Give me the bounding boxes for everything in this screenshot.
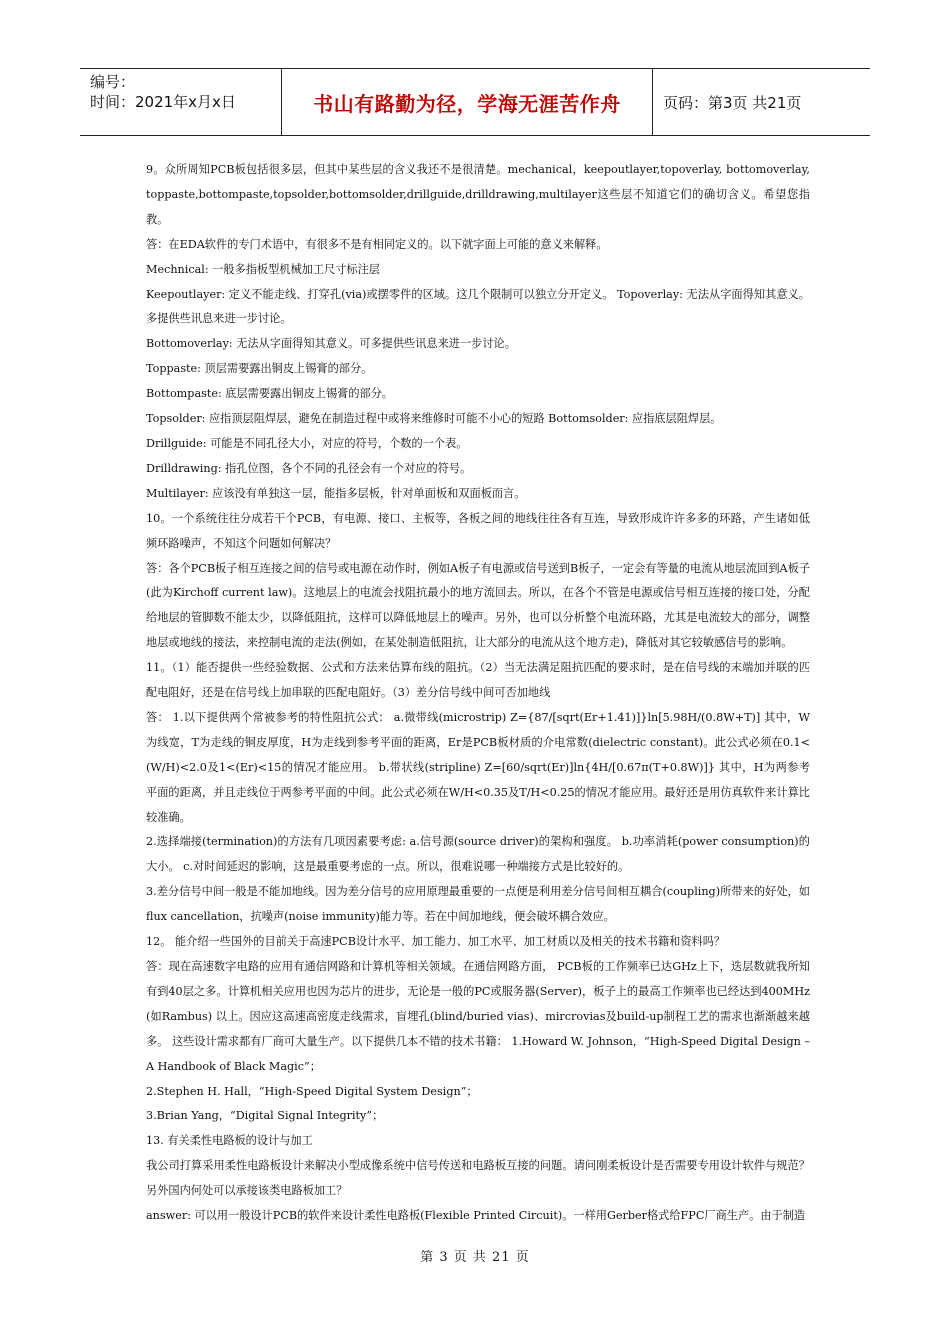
paragraph: answer: 可以用一般设计PCB的软件来设计柔性电路板(Flexible Printed Circuit)。一样用Gerber格式给FPC厂商生产。由于制造 — [146, 1209, 806, 1223]
paragraph: 答： 1.以下提供两个常被参考的特性阻抗公式： a.微带线(microstrip) Z={87/[sqrt(Er+1.41)]}ln[5.98H/(0.8W+T)] 其中，W为线宽，T为走线的铜皮厚度，H为走线到参考平面的距离，Er是PCB板材质的介电常数(dielectric constant)。此公式必须在0.1<(W/H)<2.0及1<(Er)<15的情况才能应用。 b.带状线(stripline) Z=[60/sqrt(Er)]ln{4H/[0.67π(T+0.8W)]} 其中，H为两参考平面的距离，并且走线位于两参考平面的中间。此公式必须在W/H<0.35及T/H<0.25的情况才能应用。最好还是用仿真软件来计算比较准确。 — [146, 710, 810, 824]
paragraph: 答：在EDA软件的专门术语中，有很多不是有相同定义的。以下就字面上可能的意义来解释。 — [146, 237, 608, 251]
header-page-cell — [653, 69, 870, 135]
paragraph: Topsolder: 应指顶层阻焊层，避免在制造过程中或将来维修时可能不小心的短路 Bottomsolder: 应指底层阻焊层。 — [146, 412, 722, 426]
paragraph: Bottompaste: 底层需要露出铜皮上锡膏的部分。 — [146, 387, 394, 401]
header-meta — [80, 69, 282, 135]
paragraph: 3.Brian Yang，“Digital Signal Integrity”； — [146, 1109, 384, 1123]
paragraph: 11。（1）能否提供一些经验数据、公式和方法来估算布线的阻抗。（2）当无法满足阻抗匹配的要求时，是在信号线的末端加并联的匹配电阻好，还是在信号线上加串联的匹配电阻好。（3）差分信号线中间可否加地线 — [146, 661, 810, 700]
document-body — [146, 158, 810, 1229]
header-motto-cell — [282, 69, 653, 135]
motto: 书山有路勤为径，学海无涯苦作舟 — [313, 91, 621, 116]
paragraph: 我公司打算采用柔性电路板设计来解决小型成像系统中信号传送和电路板互接的问题。请问刚柔板设计是否需要专用设计软件与规范？另外国内何处可以承接该类电路板加工？ — [146, 1159, 810, 1198]
paragraph: 12。 能介绍一些国外的目前关于高速PCB设计水平、加工能力、加工水平、加工材质以及相关的技术书籍和资料吗？ — [146, 935, 726, 949]
paragraph: Toppaste: 顶层需要露出铜皮上锡膏的部分。 — [146, 362, 373, 376]
paragraph: Mechnical: 一般多指板型机械加工尺寸标注层 — [146, 262, 380, 276]
paragraph: Multilayer: 应该没有单独这一层，能指多层板，针对单面板和双面板而言。 — [146, 486, 526, 500]
page-footer: 第 3 页 共 21 页 — [420, 1250, 530, 1265]
paragraph: 9。众所周知PCB板包括很多层，但其中某些层的含义我还不是很清楚。mechanical，keepoutlayer,topoverlay, bottomoverlay, toppaste,bottompaste,topsolder,bottomsolder,drillguide,drilldrawing,multilayer这些层不知道它们的确切含义。希望您指教。 — [146, 163, 810, 226]
serial-label: 编号： — [90, 73, 136, 91]
paragraph: 2.选择端接(termination)的方法有几项因素要考虑: a.信号源(source driver)的架构和强度。 b.功率消耗(power consumption)的大小。 c.对时间延迟的影响，这是最重要考虑的一点。所以，很难说哪一种端接方式是比较好的。 — [146, 835, 810, 874]
paragraph: 答：各个PCB板子相互连接之间的信号或电源在动作时，例如A板子有电源或信号送到B板子，一定会有等量的电流从地层流回到A板子 (此为Kirchoff current law)。这地层上的电流会找阻抗最小的地方流回去。所以，在各个不管是电源或信号相互连接的接口处，分配给地层的管脚数不能太少，以降低阻抗，这样可以降低地层上的噪声。另外，也可以分析整个电流环路，尤其是电流较大的部分，调整地层或地线的接法，来控制电流的走法(例如，在某处制造低阻抗，让大部分的电流从这个地方走)，降低对其它较敏感信号的影响。 — [146, 561, 811, 650]
page-info: 页码：第3页 共21页 — [663, 93, 802, 112]
paragraph: Drillguide: 可能是不同孔径大小，对应的符号，个数的一个表。 — [146, 436, 468, 450]
paragraph: 10。一个系统往往分成若干个PCB，有电源、接口、主板等，各板之间的地线往往各有互连，导致形成许许多多的环路，产生诸如低频环路噪声，不知这个问题如何解决？ — [146, 511, 810, 550]
paragraph: 13. 有关柔性电路板的设计与加工 — [146, 1134, 313, 1148]
paragraph: Keepoutlayer: 定义不能走线、打穿孔(via)或摆零件的区域。这几个限制可以独立分开定义。 Topoverlay: 无法从字面得知其意义。多提供些讯息来进一步讨论。 — [146, 287, 810, 326]
paragraph: 答：现在高速数字电路的应用有通信网路和计算机等相关领域。在通信网路方面， PCB板的工作频率已达GHz上下，迭层数就我所知有到40层之多。计算机相关应用也因为芯片的进步，无论是一般的PC或服务器(Server)，板子上的最高工作频率也已经达到400MHz (如Rambus) 以上。因应这高速高密度走线需求，盲埋孔(blind/buried vias)、mircrovias及build-up制程工艺的需求也渐渐越来越多。 这些设计需求都有厂商可大量生产。以下提供几本不错的技术书籍： 1.Howard W. Johnson，“High-Speed Digital Design – A Handbook of Black Magic”； — [146, 960, 810, 1073]
paragraph: Bottomoverlay: 无法从字面得知其意义。可多提供些讯息来进一步讨论。 — [146, 337, 516, 351]
time-label: 时间：2021年x月x日 — [90, 93, 236, 111]
paragraph: 3.差分信号中间一般是不能加地线。因为差分信号的应用原理最重要的一点便是利用差分信号间相互耦合(coupling)所带来的好处，如flux cancellation，抗噪声(noise immunity)能力等。若在中间加地线，便会破坏耦合效应。 — [146, 885, 810, 924]
document-header — [80, 68, 870, 136]
paragraph: Drilldrawing: 指孔位图，各个不同的孔径会有一个对应的符号。 — [146, 461, 472, 475]
paragraph: 2.Stephen H. Hall，“High-Speed Digital System Design”； — [146, 1084, 478, 1098]
